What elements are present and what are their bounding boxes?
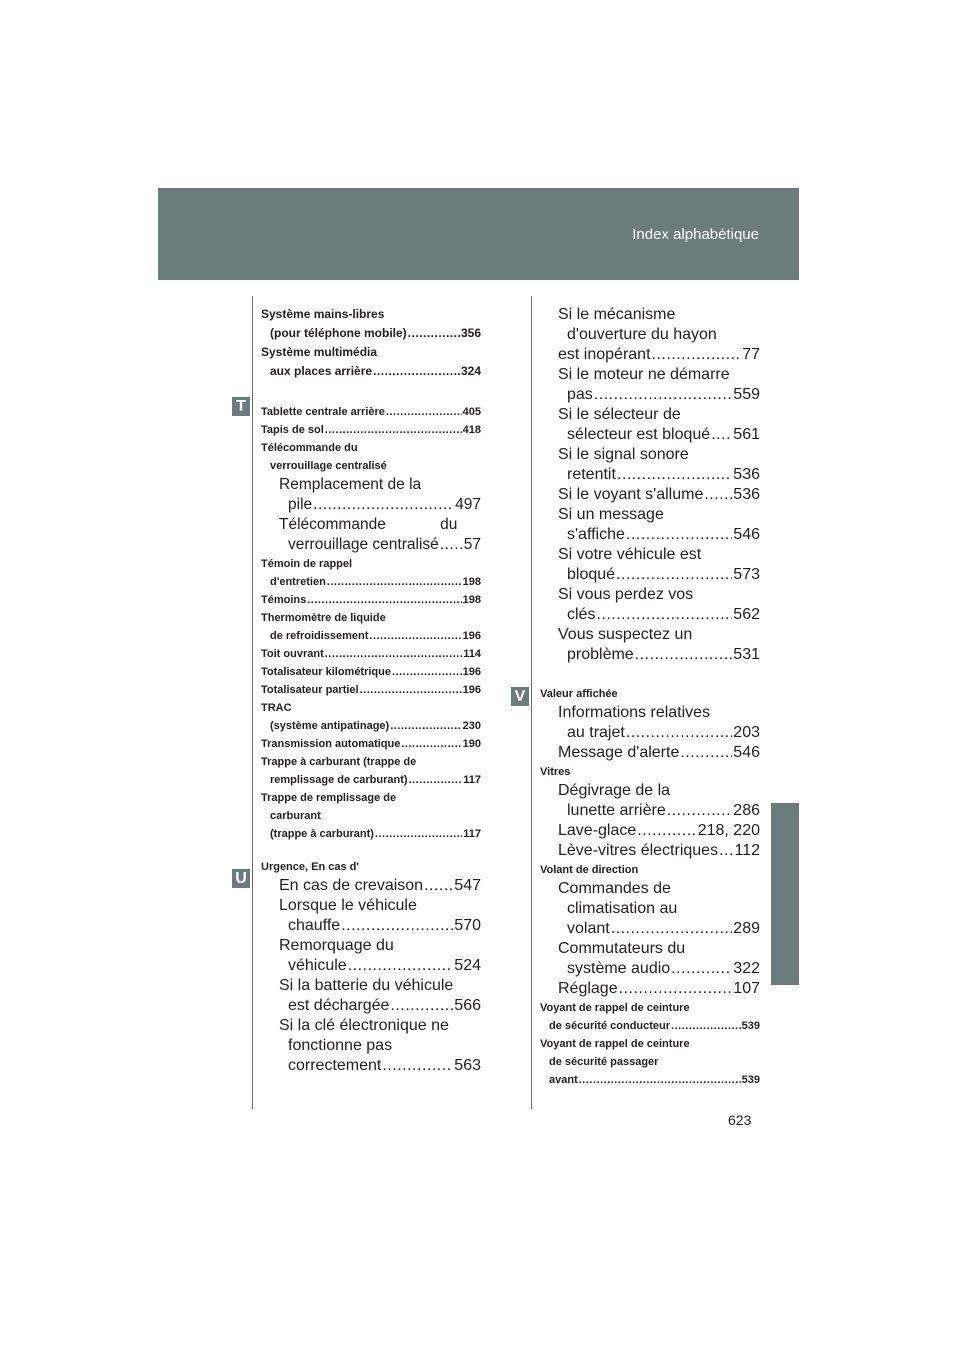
letter-marker-t: T bbox=[232, 397, 250, 416]
index-subentry: Si le moteur ne démarre pas ..... 559 bbox=[540, 365, 760, 405]
index-entry: Tapis de sol ..... 418 bbox=[261, 421, 481, 439]
index-entry: Valeur affichée bbox=[540, 688, 618, 700]
index-subentry: Si le mécanisme d'ouverture du hayon est inopérant ..... 77 bbox=[540, 305, 760, 365]
header-bar bbox=[158, 188, 799, 280]
index-entry: Témoin de rappel d'entretien ..... 198 bbox=[261, 555, 481, 591]
index-subentry: Lève-vitres électriques ..... 112 bbox=[540, 841, 760, 861]
index-subentry: Commandes de climatisation au volant ..... 289 bbox=[540, 879, 760, 939]
index-entry: Système multimédia aux places arrière ..... 324 bbox=[261, 343, 481, 381]
index-entry: Tablette centrale arrière ..... 405 bbox=[261, 403, 481, 421]
index-entry: Transmission automatique ..... 190 bbox=[261, 735, 481, 753]
index-subentry: Remorquage du véhicule ..... 524 bbox=[261, 936, 481, 976]
column-divider-left bbox=[252, 296, 253, 1109]
column-divider-right bbox=[531, 296, 532, 1109]
index-entry: Vitres bbox=[540, 766, 571, 778]
index-subentry: Dégivrage de la lunette arrière ..... 286 bbox=[540, 781, 760, 821]
index-column-1 bbox=[261, 305, 481, 1076]
index-entry: Thermomètre de liquide de refroidissement ..... 196 bbox=[261, 609, 481, 645]
index-entry: Trappe à carburant (trappe de remplissage de carburant) ..... 117 bbox=[261, 753, 481, 789]
index-subentry: Réglage ..... 107 bbox=[540, 979, 760, 999]
index-subentry: En cas de crevaison ..... 547 bbox=[261, 876, 481, 896]
index-entry: Totalisateur kilométrique ..... 196 bbox=[261, 663, 481, 681]
index-subentry: Si votre véhicule est bloqué ..... 573 bbox=[540, 545, 760, 585]
index-entry: Totalisateur partiel ..... 196 bbox=[261, 681, 481, 699]
index-subentry: Informations relatives au trajet ..... 203 bbox=[540, 703, 760, 743]
index-subentry: Commutateurs du système audio ..... 322 bbox=[540, 939, 760, 979]
index-entry: Urgence, En cas d' bbox=[261, 861, 359, 873]
page-title: Index alphabétique bbox=[632, 226, 759, 243]
index-entry: Système mains-libres (pour téléphone mobile) ..... 356 bbox=[261, 305, 481, 343]
index-subentry: Vous suspectez un problème ..... 531 bbox=[540, 625, 760, 665]
index-subentry: Si la clé électronique ne fonctionne pas correctement ..... 563 bbox=[261, 1016, 481, 1076]
index-subentry: Message d'alerte ..... 546 bbox=[540, 743, 760, 763]
index-column-2 bbox=[540, 305, 760, 1089]
page-number: 623 bbox=[728, 1112, 752, 1128]
index-subentry: Lorsque le véhicule chauffe ..... 570 bbox=[261, 896, 481, 936]
index-entry: TRAC (système antipatinage) ..... 230 bbox=[261, 699, 481, 735]
index-entry: Trappe de remplissage de carburant (trappe à carburant) ..... 117 bbox=[261, 789, 481, 843]
index-subentry: Si le voyant s'allume ..... 536 bbox=[540, 485, 760, 505]
letter-marker-u: U bbox=[232, 869, 250, 888]
index-entry: Voyant de rappel de ceinture de sécurité passager avant ..... 539 bbox=[540, 1035, 760, 1089]
index-entry: Toit ouvrant ..... 114 bbox=[261, 645, 481, 663]
index-subentry: Si un message s'affiche ..... 546 bbox=[540, 505, 760, 545]
index-entry: Volant de direction bbox=[540, 864, 639, 876]
section-thumb-tab bbox=[771, 803, 799, 985]
index-entry: Voyant de rappel de ceinture de sécurité conducteur ..... 539 bbox=[540, 999, 760, 1035]
index-entry: Télécommande du verrouillage centralisé bbox=[261, 442, 387, 472]
letter-marker-v: V bbox=[511, 687, 529, 706]
index-entry: Témoins ..... 198 bbox=[261, 591, 481, 609]
index-subentry: Si la batterie du véhicule est déchargée ..... 566 bbox=[261, 976, 481, 1016]
index-subentry: Télécommande du verrouillage centralisé ..... 57 bbox=[261, 515, 481, 555]
index-subentry: Si le signal sonore retentit ..... 536 bbox=[540, 445, 760, 485]
index-subentry: Remplacement de la pile ..... 497 bbox=[261, 475, 481, 515]
index-subentry: Si vous perdez vos clés ..... 562 bbox=[540, 585, 760, 625]
index-subentry: Lave-glace ..... 218, 220 bbox=[540, 821, 760, 841]
index-subentry: Si le sélecteur de sélecteur est bloqué ..... 561 bbox=[540, 405, 760, 445]
